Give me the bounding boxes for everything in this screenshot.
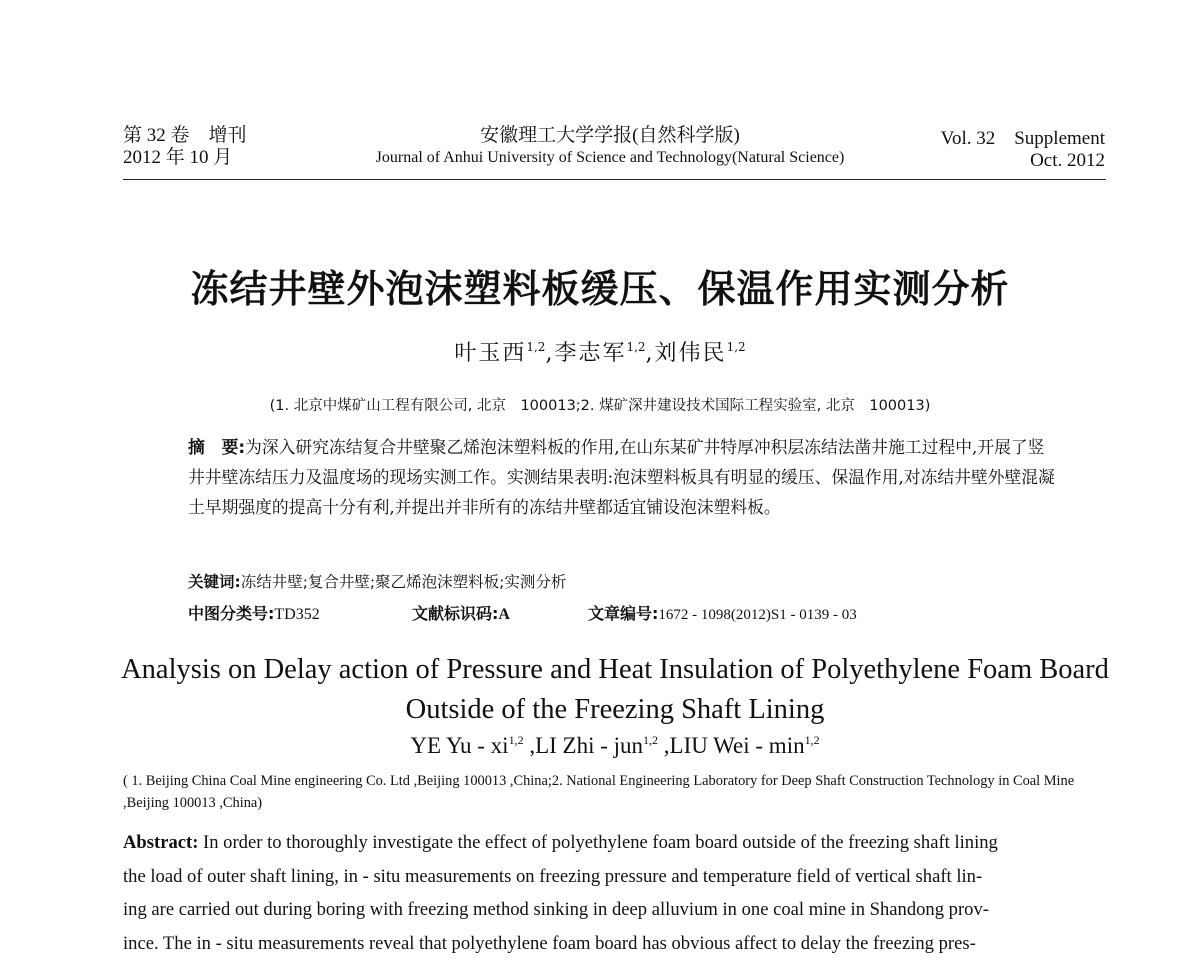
volume-supplement — [900, 128, 1105, 172]
doc-code-value: A — [498, 606, 510, 623]
doc-code-label: 文献标识码: — [412, 604, 499, 623]
vol-supplement-line: Vol. 32 Supplement — [940, 128, 1105, 149]
en-author-sup: 1,2 — [508, 733, 524, 747]
cn-author: 叶玉西 — [454, 341, 527, 366]
en-title-line1: Analysis on Delay action of Pressure and Heat Insulation of Polyethylene Foam Board — [121, 654, 1109, 685]
journal-name-cn: 安徽理工大学学报(自然科学版) — [480, 125, 740, 146]
en-abstract-line-text: In order to thoroughly investigate the effect of polyethylene foam board outside of the freezing shaft lining — [203, 832, 998, 853]
en-author: LI Zhi - jun — [535, 733, 644, 758]
date-line: 2012 年 10 月 — [123, 147, 233, 168]
header-rule — [123, 179, 1106, 180]
journal-name — [330, 125, 890, 169]
en-abstract-line: ince. The in - situ measurements reveal that polyethylene foam board has obvious affect to delay the freezing pres- — [123, 932, 976, 954]
en-affiliation: ( 1. Beijing China Coal Mine engineering Co. Ltd ,Beijing 100013 ,China;2. National Engineering Laboratory for Deep Shaft Construction Technology in Coal Mine ,Beijing 100013 ,China) — [123, 773, 1075, 811]
classification-line — [188, 601, 320, 624]
volume-line: 第 32 卷 增刊 — [123, 125, 247, 146]
clc-value: TD352 — [274, 606, 320, 623]
article-no-value: 1672 - 1098(2012)S1 - 0139 - 03 — [658, 607, 857, 623]
cn-author-sup: 1,2 — [626, 340, 646, 354]
cn-keywords-text: 冻结井壁;复合井壁;聚乙烯泡沫塑料板;实测分析 — [240, 573, 567, 591]
doc-code — [412, 601, 510, 624]
en-abstract-line: ing are carried out during boring with freezing method sinking in deep alluvium in one coal mine in Shandong prov- — [123, 899, 989, 920]
cn-author-sep: , — [645, 341, 655, 366]
cn-title: 冻结井壁外泡沫塑料板缓压、保温作用实测分析 — [190, 266, 1010, 311]
en-author-sep: , — [523, 733, 536, 758]
cn-keywords — [188, 570, 566, 592]
cn-author-sep: , — [545, 341, 555, 366]
en-abstract-line — [123, 826, 1113, 860]
en-author-sup: 1,2 — [643, 733, 659, 747]
en-author-sep: , — [658, 733, 670, 758]
en-abstract-line: the load of outer shaft lining, in - situ measurements on freezing pressure and temperature field of vertical shaft lin- — [123, 865, 983, 887]
cn-abstract-text: 为深入研究冻结复合井壁聚乙烯泡沫塑料板的作用,在山东某矿井特厚冲积层冻结法凿井施工过程中,开展了竖井井壁冻结压力及温度场的现场实测工作。实测结果表明:泡沫塑料板具有明显的缓压、保温作用,对冻结井壁外壁混凝土早期强度的提高十分有利,并提出并非所有的冻结井壁都适宜铺设泡沫塑料板。 — [188, 437, 1055, 517]
cn-abstract-label: 摘 要: — [188, 437, 246, 457]
cn-authors — [0, 336, 1200, 367]
oct-line: Oct. 2012 — [1030, 150, 1105, 171]
cn-author-sup: 1,2 — [526, 340, 546, 354]
article-no-label: 文章编号: — [588, 604, 659, 623]
cn-author: 李志军 — [554, 341, 627, 366]
cn-keywords-label: 关键词: — [188, 573, 241, 591]
cn-affiliation: (1. 北京中煤矿山工程有限公司, 北京 100013;2. 煤矿深井建设技术国际工程实验室, 北京 100013) — [269, 398, 931, 414]
en-author-sup: 1,2 — [804, 733, 820, 747]
en-author: LIU Wei - min — [669, 733, 805, 758]
en-abstract — [123, 826, 1113, 960]
en-abstract-label: Abstract: — [123, 832, 199, 853]
en-author: YE Yu - xi — [410, 733, 509, 758]
article-number — [588, 601, 857, 624]
cn-author: 刘伟民 — [654, 341, 727, 366]
cn-author-sup: 1,2 — [726, 340, 746, 354]
en-title-line2: Outside of the Freezing Shaft Lining — [405, 694, 825, 725]
journal-name-en: Journal of Anhui University of Science and Technology(Natural Science) — [375, 149, 845, 166]
cn-abstract — [188, 432, 1056, 522]
en-authors — [0, 733, 1200, 759]
clc-label: 中图分类号: — [188, 604, 275, 623]
volume-issue — [123, 125, 247, 169]
